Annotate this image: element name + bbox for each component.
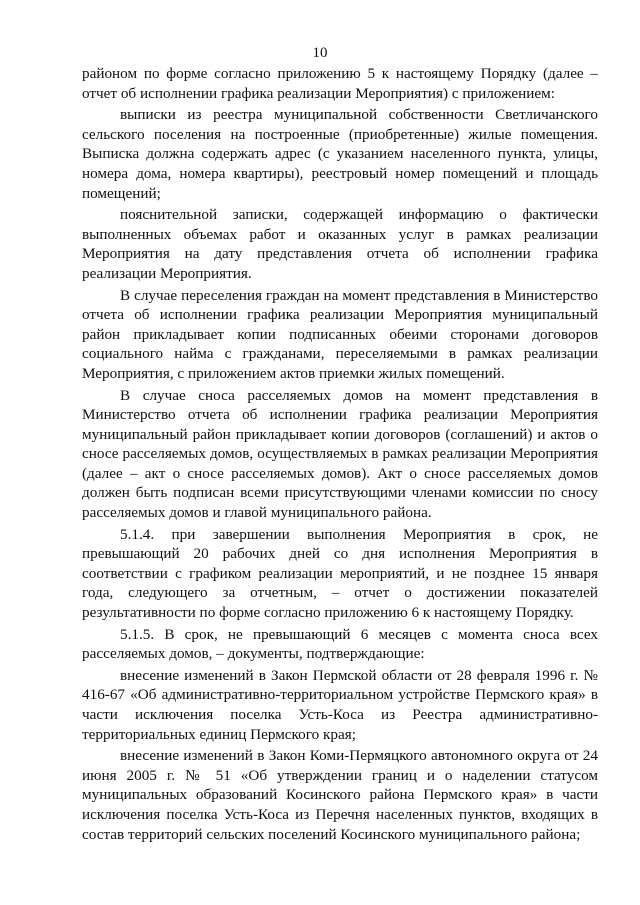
paragraph-explanatory-note: пояснительной записки, содержащей информацию о фактически выполненных объемах работ и оказанных услуг в рамках реализации Мероприятия на дату представления отчета об исполнении графика реализации Мероприятия.: [82, 206, 598, 282]
paragraph-5-1-4: 5.1.4. при завершении выполнения Мероприятия в срок, не превышающий 20 рабочих дней со дня исполнения Мероприятия в соответствии с графиком реализации мероприятий, и не позднее 15 января года, следующего за отчетным, – отчет о достижении показателей результативности по форме согласно приложению 6 к настоящему Порядку.: [82, 525, 598, 622]
paragraph-perm-law-amendment: внесение изменений в Закон Пермской области от 28 февраля 1996 г. № 416-67 «Об административно-территориальном устройстве Пермского края» в части исключения поселка Усть-Коса из Реестра административно-территориальных единиц Пермского края;: [82, 666, 598, 743]
paragraph-5-1-5: 5.1.5. В срок, не превышающий 6 месяцев с момента сноса всех расселяемых домов, – документы, подтверждающие:: [82, 625, 598, 663]
paragraph-resettlement: В случае переселения граждан на момент представления в Министерство отчета об исполнении графика реализации Мероприятия муниципальный район прикладывает копии подписанных обеими сторонами договоров социального найма с гражданами, переселяемыми в рамках реализации Мероприятия, с приложением актов приемки жилых помещений.: [82, 286, 598, 382]
page-number: 10: [312, 45, 328, 61]
paragraph-continuation: районом по форме согласно приложению 5 к настоящему Порядку (далее – отчет об исполнении графика реализации Мероприятия) с приложением:: [82, 65, 598, 102]
document-body: [82, 64, 598, 846]
paragraph-registry-extract: выписки из реестра муниципальной собственности Светличанского сельского поселения на построенные (приобретенные) жилые помещения. Выписка должна содержать адрес (с указанием населенного пункта, улицы, номера дома, номера квартиры), реестровый номер помещений и площадь помещений;: [82, 106, 598, 202]
paragraph-demolition: В случае сноса расселяемых домов на момент представления в Министерство отчета об исполнении графика реализации Мероприятия муниципальный район прикладывает копии договоров (соглашений) и актов о сносе расселяемых домов, осуществляемых в рамках реализации Мероприятия (далее – акт о сносе расселяемых домов). Акт о сносе расселяемых домов должен быть подписан всеми присутствующими членами комиссии по сносу расселяемых домов и главой муниципального района.: [82, 386, 598, 522]
paragraph-komi-law-amendment: внесение изменений в Закон Коми-Пермяцкого автономного округа от 24 июня 2005 г. № 51 «Об утверждении границ и о наделении статусом муниципальных образований Косинского района Пермского края» в части исключения поселка Усть-Коса из Перечня населенных пунктов, входящих в состав территорий сельских поселений Косинского муниципального района;: [82, 747, 598, 843]
